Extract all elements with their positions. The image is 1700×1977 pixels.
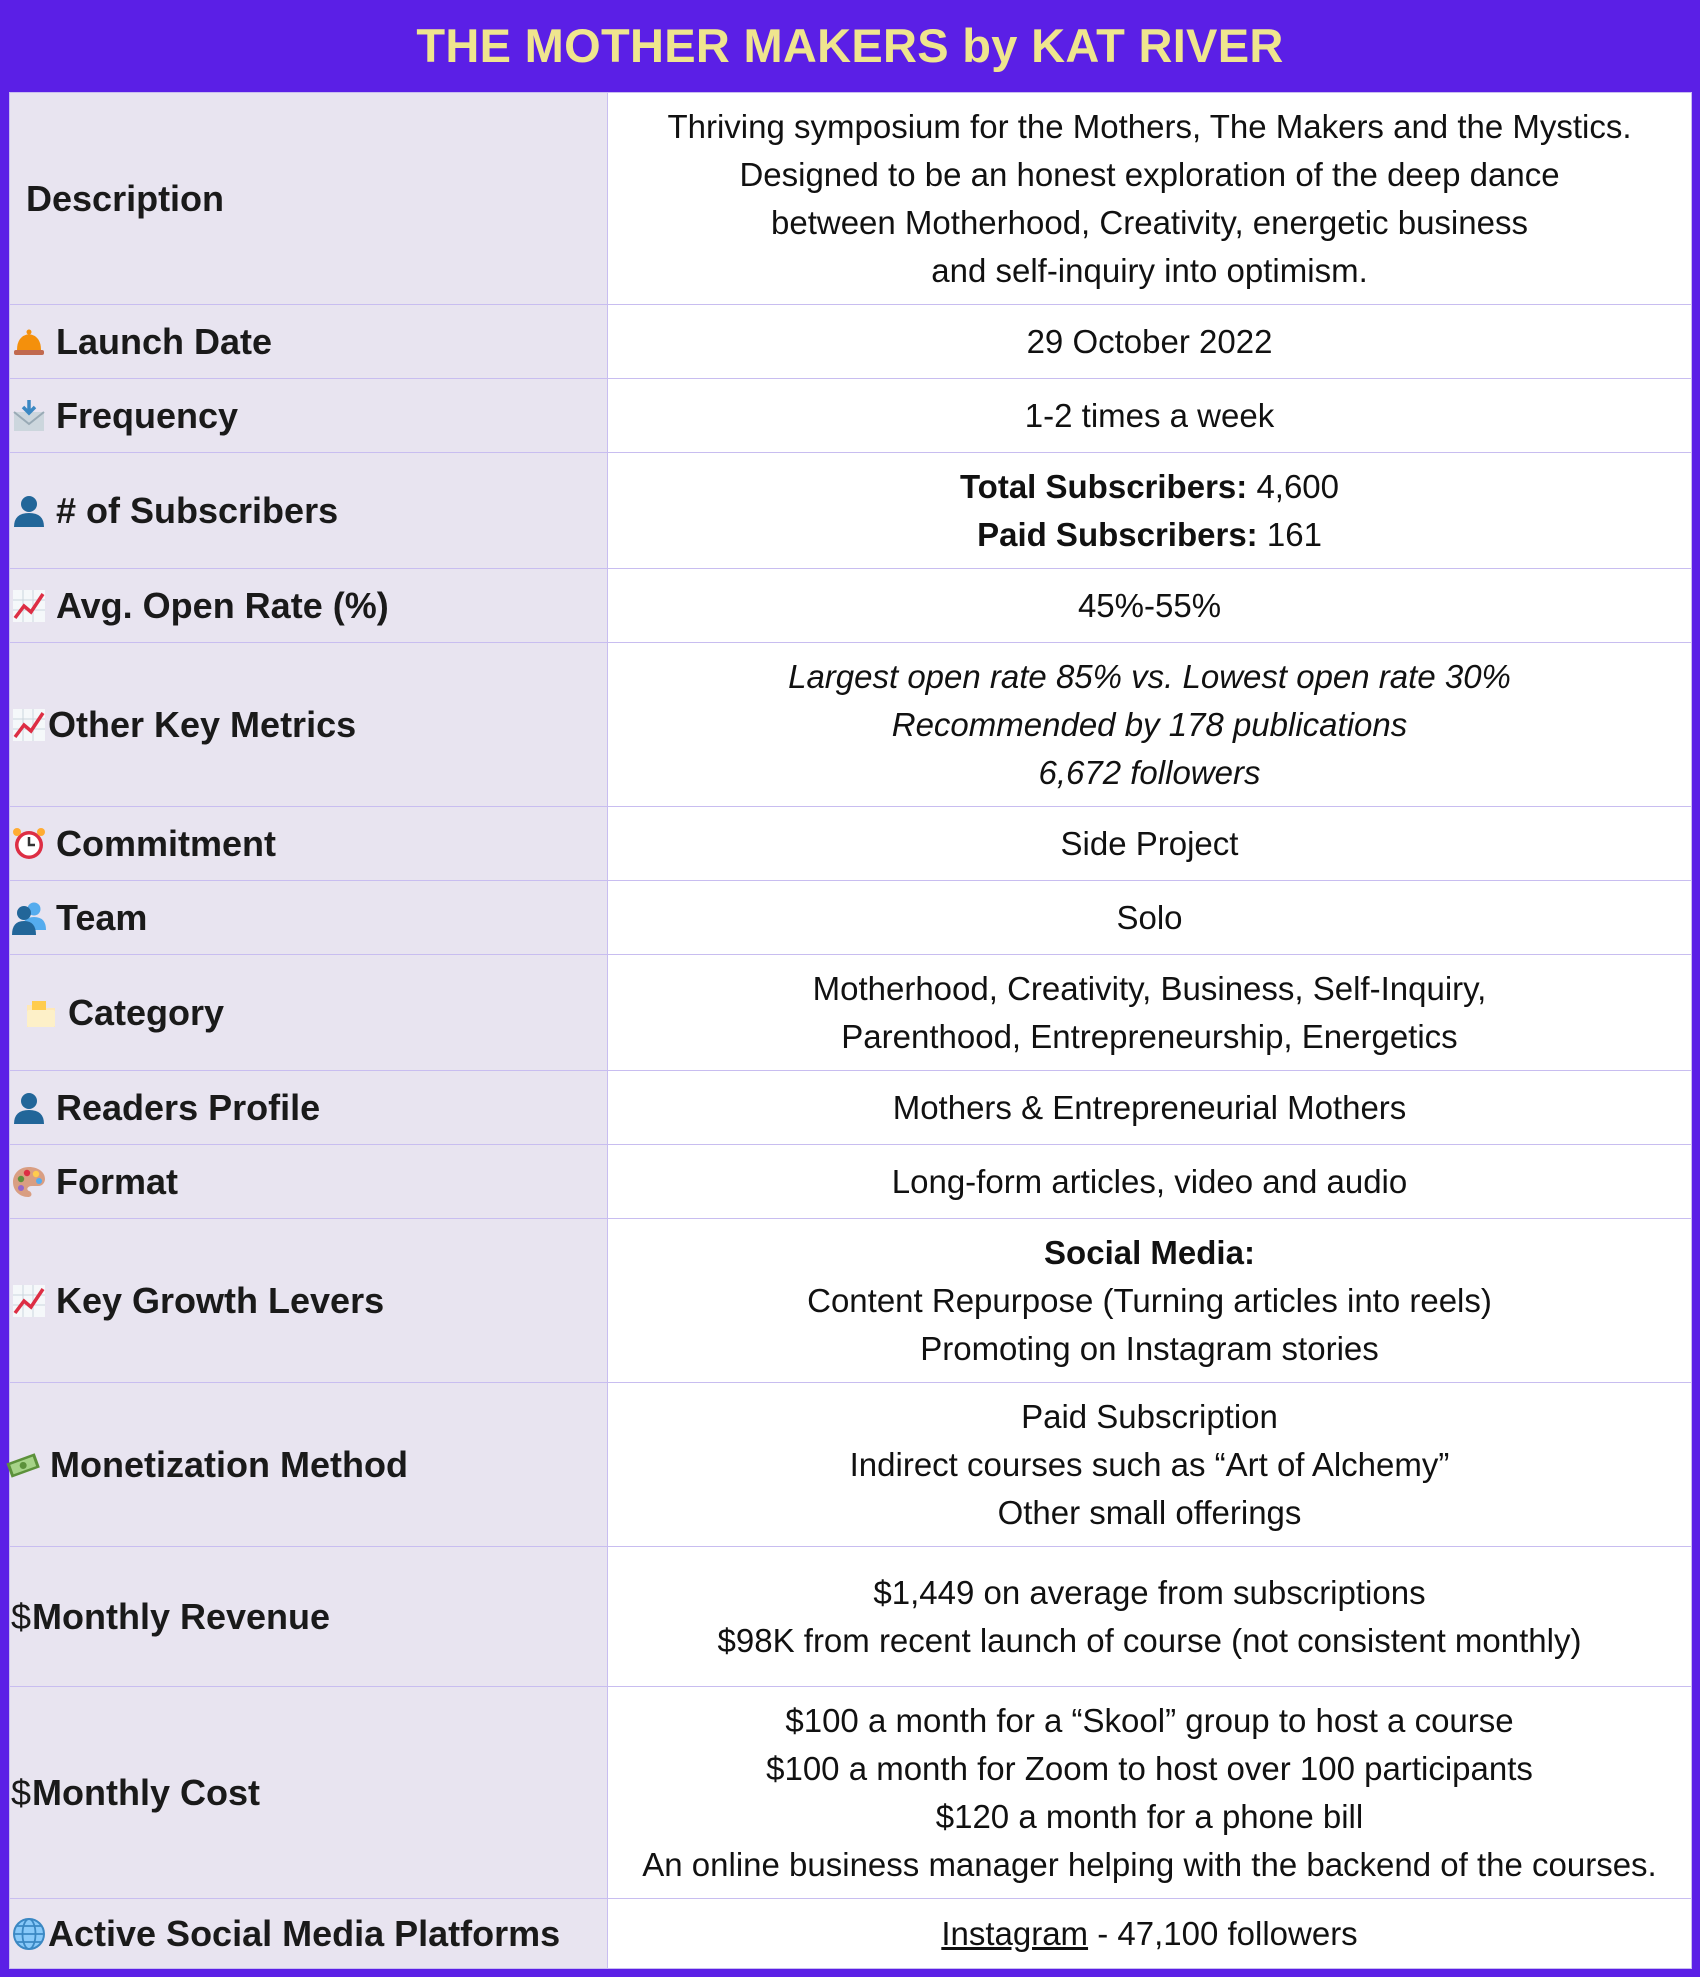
value-line: Indirect courses such as “Art of Alchemy” (849, 1445, 1450, 1483)
value-cell (608, 643, 1692, 807)
globe-icon (10, 1915, 48, 1953)
value-line: $100 a month for a “Skool” group to host a course (785, 1701, 1514, 1739)
value-line: Recommended by 178 publications (891, 705, 1408, 743)
table-row-open-rate (10, 569, 1692, 643)
value-text: 29 October 2022 (1026, 322, 1273, 360)
paid-subscribers (608, 511, 1691, 559)
value-cell (608, 1071, 1692, 1145)
total-subscribers-label: Total Subscribers: (959, 467, 1248, 505)
row-label: Commitment (56, 822, 277, 864)
value-heading-text: Social Media: (1044, 1233, 1255, 1271)
chart-up-icon (10, 587, 48, 625)
row-label: Launch Date (56, 320, 273, 362)
row-label: Active Social Media Platforms (48, 1912, 561, 1954)
chart-up-icon (10, 706, 48, 744)
row-label: Monthly Revenue (32, 1595, 331, 1637)
person-icon (10, 492, 48, 530)
value-cell (608, 569, 1692, 643)
table-row-team (10, 881, 1692, 955)
value-cell (608, 1899, 1692, 1969)
envelope-arrow-icon (10, 397, 48, 435)
row-label: Avg. Open Rate (%) (56, 584, 389, 626)
instagram-link[interactable]: Instagram (941, 1914, 1089, 1952)
table-row-category (10, 955, 1692, 1071)
value-heading (608, 1229, 1691, 1277)
total-subscribers (608, 463, 1691, 511)
table-row-social (10, 1899, 1692, 1969)
row-label: Monthly Cost (32, 1771, 260, 1813)
chart-up-icon (10, 1282, 48, 1320)
money-wings-icon (4, 1446, 42, 1484)
row-label: Monetization Method (50, 1443, 408, 1485)
value-cell (608, 1383, 1692, 1547)
row-label: Readers Profile (56, 1086, 321, 1128)
label-cell (10, 807, 608, 881)
row-label: Format (56, 1160, 179, 1202)
table-row-readers (10, 1071, 1692, 1145)
row-label: Key Growth Levers (56, 1279, 385, 1321)
value-line: Content Repurpose (Turning articles into reels) (807, 1281, 1492, 1319)
table-row-other-metrics (10, 643, 1692, 807)
row-label: # of Subscribers (56, 489, 339, 531)
value-text: Mothers & Entrepreneurial Mothers (892, 1088, 1407, 1126)
folder-icon (22, 994, 60, 1032)
label-cell (10, 1383, 608, 1547)
label-cell (10, 305, 608, 379)
row-label: Other Key Metrics (48, 703, 357, 745)
value-cell (608, 453, 1692, 569)
label-cell (10, 93, 608, 305)
value-line: Motherhood, Creativity, Business, Self-Inquiry, (812, 969, 1487, 1007)
value-line: between Motherhood, Creativity, energetic business (771, 203, 1528, 241)
label-cell (10, 881, 608, 955)
label-cell (10, 569, 608, 643)
table-row-monetization (10, 1383, 1692, 1547)
table-row-frequency (10, 379, 1692, 453)
dollar-icon: $ (10, 1595, 32, 1637)
label-cell (10, 1547, 608, 1687)
value-text: Solo (1116, 898, 1183, 936)
label-cell (10, 1071, 608, 1145)
table-row-revenue (10, 1547, 1692, 1687)
value-text: 45%-55% (1077, 586, 1222, 624)
alarm-clock-icon (10, 825, 48, 863)
paid-subscribers-label: Paid Subscribers: (977, 515, 1258, 553)
row-label: Frequency (56, 394, 239, 436)
value-line: Promoting on Instagram stories (920, 1329, 1379, 1367)
page-title: THE MOTHER MAKERS by KAT RIVER (416, 18, 1284, 72)
value-cell (608, 807, 1692, 881)
table-row-commitment (10, 807, 1692, 881)
table-row-cost (10, 1687, 1692, 1899)
row-label: Category (68, 991, 225, 1033)
label-cell (10, 1219, 608, 1383)
table-row-growth (10, 1219, 1692, 1383)
total-subscribers-value: 4,600 (1256, 467, 1340, 505)
value-text: 1-2 times a week (1024, 396, 1275, 434)
value-cell (608, 1547, 1692, 1687)
value-line: Largest open rate 85% vs. Lowest open rate 30% (788, 657, 1511, 695)
table-row-subscribers (10, 453, 1692, 569)
value-line: 6,672 followers (1038, 753, 1261, 791)
value-line: $100 a month for Zoom to host over 100 participants (766, 1749, 1533, 1787)
value-line: Parenthood, Entrepreneurship, Energetics (841, 1017, 1458, 1055)
person-icon (10, 1089, 48, 1127)
value-line: $1,449 on average from subscriptions (873, 1573, 1426, 1611)
value-cell (608, 93, 1692, 305)
value-line: Other small offerings (997, 1493, 1302, 1531)
value-line: and self-inquiry into optimism. (931, 251, 1368, 289)
row-label: Team (56, 896, 148, 938)
followers-text: - 47,100 followers (1088, 1914, 1358, 1952)
label-cell (10, 955, 608, 1071)
label-cell (10, 1145, 608, 1219)
value-cell (608, 1219, 1692, 1383)
paid-subscribers-value: 161 (1266, 515, 1322, 553)
value-cell (608, 1687, 1692, 1899)
value-cell (608, 1145, 1692, 1219)
palette-icon (10, 1163, 48, 1201)
bell-icon (10, 323, 48, 361)
value-line: $120 a month for a phone bill (935, 1797, 1364, 1835)
label-cell (10, 379, 608, 453)
label-cell (10, 1687, 608, 1899)
dollar-icon: $ (10, 1771, 32, 1813)
table-row-description (10, 93, 1692, 305)
table-row-format (10, 1145, 1692, 1219)
value-text: Long-form articles, video and audio (891, 1162, 1408, 1200)
value-line: Paid Subscription (1021, 1397, 1278, 1435)
label-cell (10, 453, 608, 569)
newsletter-profile-table (9, 92, 1692, 1969)
value-cell (608, 379, 1692, 453)
value-text: Side Project (1060, 824, 1239, 862)
value-cell (608, 881, 1692, 955)
people-icon (10, 899, 48, 937)
value-line: $98K from recent launch of course (not consistent monthly) (717, 1621, 1582, 1659)
value-cell (608, 955, 1692, 1071)
value-line: Thriving symposium for the Mothers, The Makers and the Mystics. (667, 107, 1632, 145)
label-cell (10, 1899, 608, 1969)
value-cell (608, 305, 1692, 379)
table-row-launch-date (10, 305, 1692, 379)
value-line: An online business manager helping with the backend of the courses. (642, 1845, 1657, 1883)
value-line: Designed to be an honest exploration of the deep dance (739, 155, 1560, 193)
label-cell (10, 643, 608, 807)
row-label: Description (26, 177, 225, 219)
